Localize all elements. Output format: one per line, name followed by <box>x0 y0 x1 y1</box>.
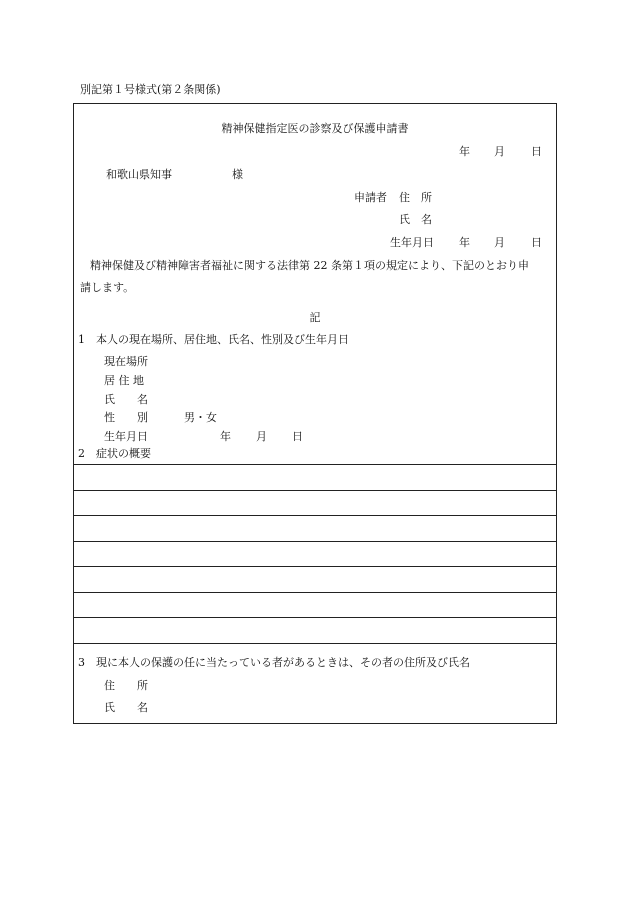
body-text-line-2: 請します。 <box>80 281 135 294</box>
addressee-honorific: 様 <box>232 168 243 181</box>
applicant-birth-month: 月 <box>494 236 505 249</box>
addressee-name: 和歌山県知事 <box>106 168 172 181</box>
body-text-line-1: 精神保健及び精神障害者福祉に関する法律第 22 条第１項の規定により、下記のとおり申 <box>90 259 529 272</box>
subject-birth-day: 日 <box>292 430 303 443</box>
subject-birth-year: 年 <box>220 430 231 443</box>
date-month: 月 <box>494 145 505 158</box>
subject-birth-month: 月 <box>256 430 267 443</box>
symptom-line <box>74 566 556 567</box>
date-year: 年 <box>459 145 470 158</box>
application-form <box>73 103 557 724</box>
guardian-name-label: 氏 名 <box>104 701 148 714</box>
applicant-birth-label: 生年月日 <box>390 236 434 249</box>
date-day: 日 <box>531 145 542 158</box>
form-title: 精神保健指定医の診察及び保護申請書 <box>221 122 409 135</box>
guardian-address-label: 住 所 <box>104 679 148 692</box>
section1-heading: 1 本人の現在場所、居住地、氏名、性別及び生年月日 <box>78 333 349 346</box>
section3-heading: 3 現に本人の保護の任に当たっている者があるときは、その者の住所及び氏名 <box>78 656 470 669</box>
symptom-line <box>74 617 556 618</box>
subject-birth-label: 生年月日 <box>104 430 148 443</box>
symptom-line <box>74 490 556 491</box>
applicant-address-label: 住 所 <box>399 191 432 204</box>
applicant-label: 申請者 <box>354 191 387 204</box>
residence-label: 居 住 地 <box>104 374 144 387</box>
gender-options: 男・女 <box>184 411 217 424</box>
symptom-line <box>74 541 556 542</box>
symptom-line <box>74 643 556 644</box>
applicant-birth-year: 年 <box>459 236 470 249</box>
section2-heading: 2 症状の概要 <box>78 447 151 460</box>
symptom-line <box>74 464 556 465</box>
symptom-line <box>74 592 556 593</box>
subject-name-label: 氏 名 <box>104 393 148 406</box>
symptom-line <box>74 515 556 516</box>
current-location-label: 現在場所 <box>104 355 148 368</box>
form-label: 別記第１号様式(第２条関係) <box>80 83 221 96</box>
ki-marker: 記 <box>309 311 321 324</box>
applicant-birth-day: 日 <box>531 236 542 249</box>
gender-label: 性 別 <box>104 411 148 424</box>
applicant-name-label: 氏 名 <box>399 213 432 226</box>
